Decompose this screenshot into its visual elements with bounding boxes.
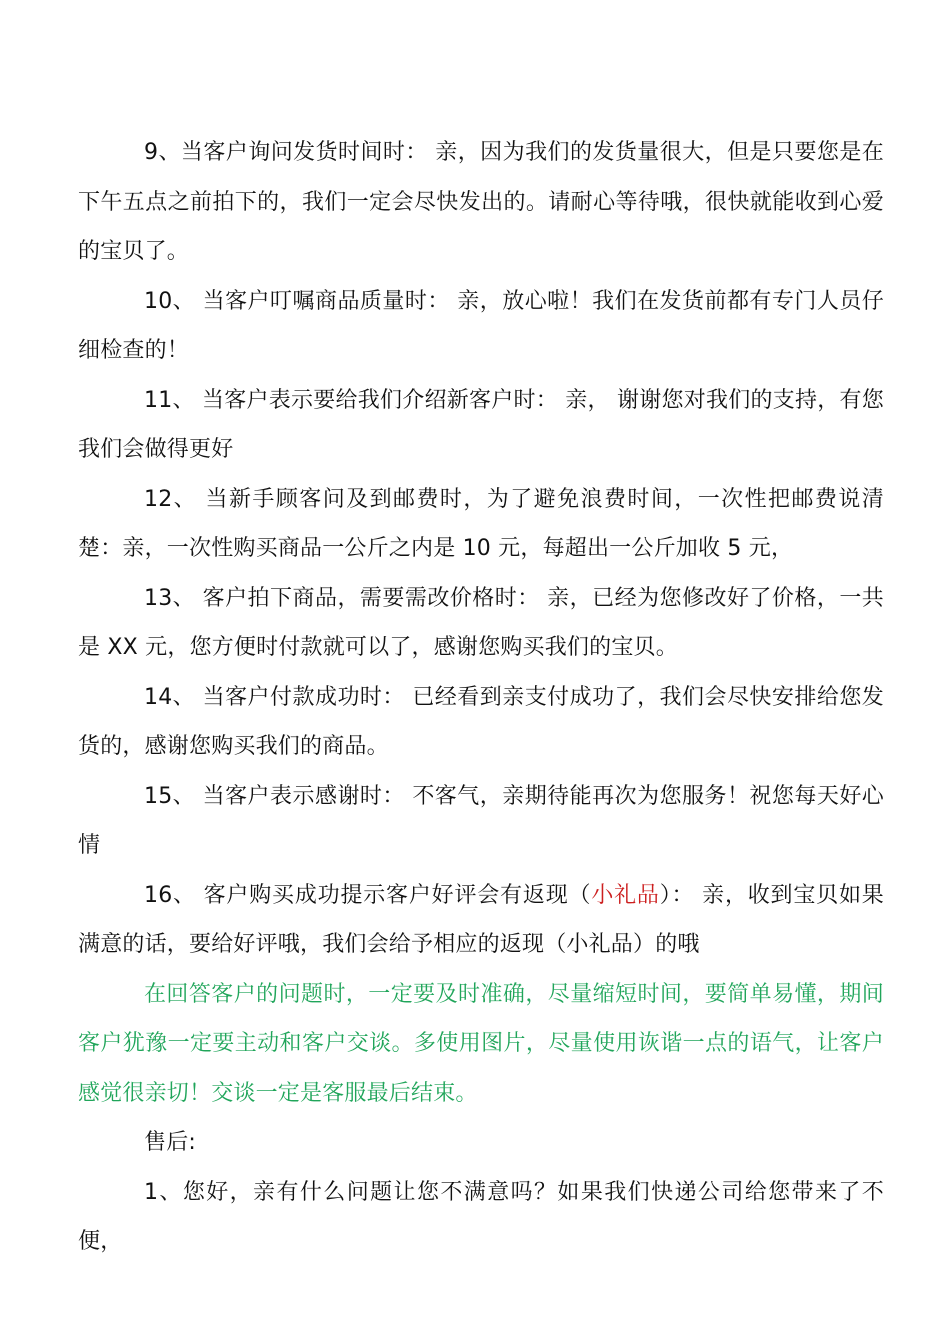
paragraph-12: 12、 当新手顾客问及到邮费时，为了避免浪费时间，一次性把邮费说清楚：亲，一次性购买商品一公斤之内是 10 元，每超出一公斤加收 5 元，: [78, 486, 884, 561]
paragraph-10: 10、 当客户叮嘱商品质量时： 亲，放心啦！我们在发货前都有专门人员仔细检查的！: [78, 288, 884, 363]
paragraph-16-after: ）： 亲，收到宝贝如果满意的话，要给好评哦，我们会给予相应的返现（小礼品）的哦: [78, 882, 884, 957]
paragraph-11: 11、 当客户表示要给我们介绍新客户时： 亲， 谢谢您对我们的支持，有您我们会做得更好: [78, 387, 884, 462]
paragraph-16-before: 16、 客户购买成功提示客户好评会有返现（: [144, 882, 592, 908]
paragraph-14: 14、 当客户付款成功时： 已经看到亲支付成功了，我们会尽快安排给您发货的，感谢您购买我们的商品。: [78, 684, 884, 759]
after-sales-heading: 售后:: [144, 1130, 197, 1155]
service-tip: 在回答客户的问题时，一定要及时准确，尽量缩短时间，要简单易懂，期间客户犹豫一定要主动和客户交谈。多使用图片，尽量使用诙谐一点的语气，让客户感觉很亲切！交谈一定是客服最后结束。: [78, 981, 884, 1106]
paragraph-15: 15、 当客户表示感谢时： 不客气，亲期待能再次为您服务！祝您每天好心情: [78, 783, 884, 858]
document-body: [78, 128, 884, 1267]
paragraph-16: [78, 871, 884, 970]
after-sales-item-1: 1、您好，亲有什么问题让您不满意吗？如果我们快递公司给您带来了不便，: [78, 1179, 884, 1254]
paragraph-13: 13、 客户拍下商品，需要需改价格时： 亲，已经为您修改好了价格，一共是 XX 元，您方便时付款就可以了，感谢您购买我们的宝贝。: [78, 585, 884, 660]
paragraph-9: 9、当客户询问发货时间时： 亲，因为我们的发货量很大，但是只要您是在下午五点之前拍下的，我们一定会尽快发出的。请耐心等待哦，很快就能收到心爱的宝贝了。: [78, 140, 884, 264]
gift-highlight: 小礼品: [591, 882, 660, 908]
